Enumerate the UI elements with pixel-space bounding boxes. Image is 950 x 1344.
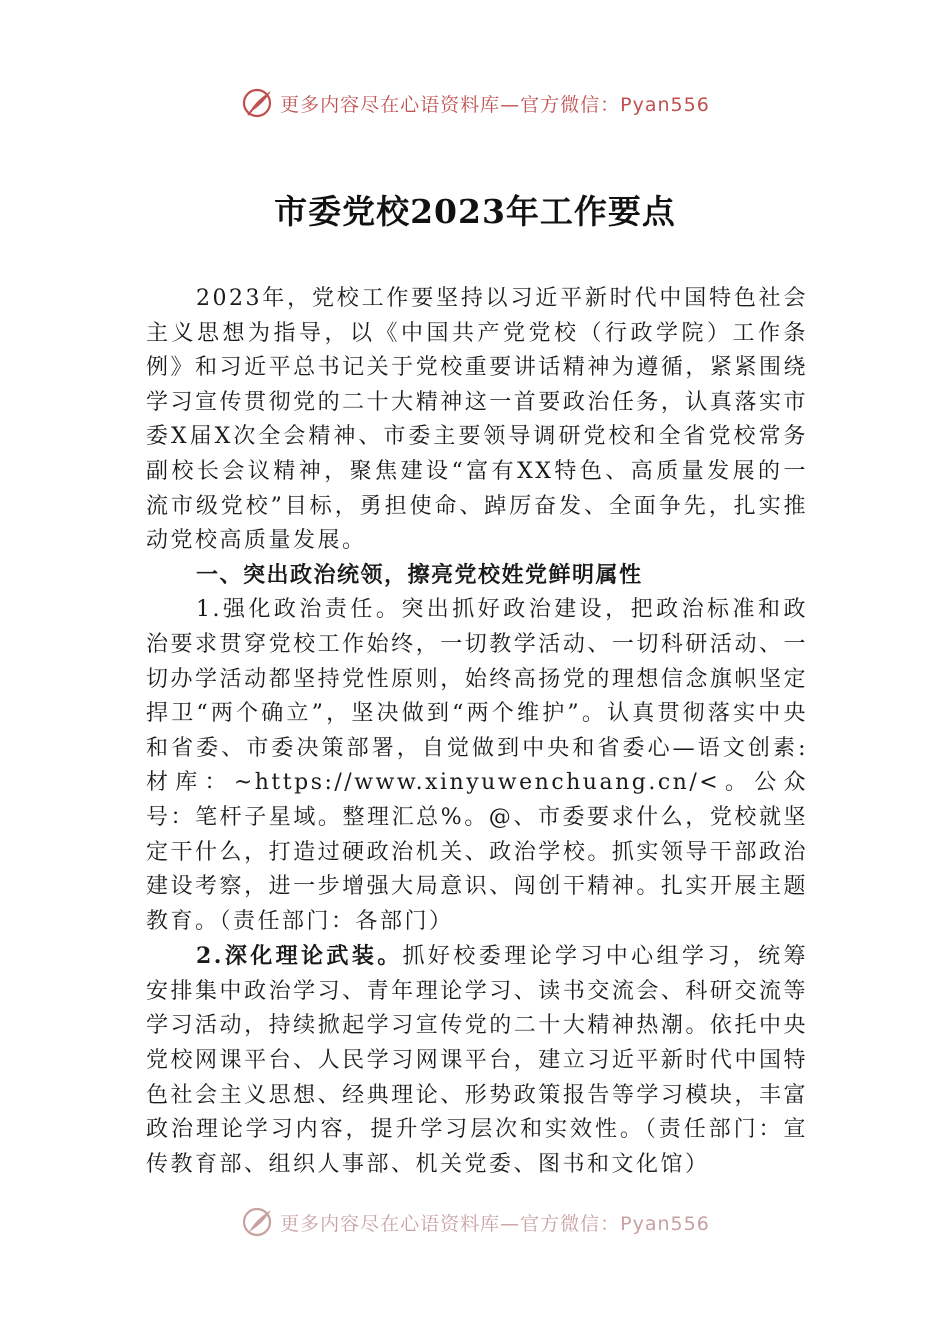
section-heading-1: 一、突出政治统领，擦亮党校姓党鲜明属性 (196, 562, 643, 588)
document-title: 市委党校2023年工作要点 (274, 192, 676, 231)
document-body (146, 282, 808, 1182)
intro-paragraph: 2023年，党校工作要坚持以习近平新时代中国特色社会主义思想为指导，以《中国共产党党校（行政学院）工作条例》和习近平总书记关于党校重要讲话精神为遵循，紧紧围绕学习宣传贯彻党的二十大精神这一首要政治任务，认真落实市委X届X次全会精神、市委主要领导调研党校和全省党校常务副校长会议精神，聚焦建设“富有XX特色、高质量发展的一流市级党校”目标，勇担使命、踔厉奋发、全面争先，扎实推动党校高质量发展。 (146, 286, 808, 554)
quill-logo-icon (240, 1207, 274, 1237)
item-2-body: 抓好校委理论学习中心组学习，统筹安排集中政治学习、青年理论学习、读书交流会、科研交流等学习活动，持续掀起学习宣传党的二十大精神热潮。依托中央党校网课平台、人民学习网课平台，建立习近平新时代中国特色社会主义思想、经典理论、形势政策报告等学习模块，丰富政治理论学习内容，提升学习层次和实效性。（责任部门：宣传教育部、组织人事部、机关党委、图书和文化馆） (146, 944, 808, 1177)
watermark-text: 更多内容尽在心语资料库—官方微信：Pyan556 (280, 1212, 710, 1235)
quill-logo-icon (240, 86, 274, 120)
item-2-paragraph (146, 939, 808, 1182)
watermark-footer (0, 1207, 950, 1237)
watermark-header (0, 84, 950, 122)
item-2-lead: 2.深化理论武装。 (196, 943, 403, 970)
watermark-text: 更多内容尽在心语资料库—官方微信：Pyan556 (280, 93, 710, 116)
item-1-paragraph: 1.强化政治责任。突出抓好政治建设，把政治标准和政治要求贯穿党校工作始终，一切教学活动、一切科研活动、一切办学活动都坚持党性原则，始终高扬党的理想信念旗帜坚定捍卫“两个确立”，坚决做到“两个维护”。认真贯彻落实中央和省委、市委决策部署，自觉做到中央和省委心—语文创素:材库：~https://www.xinyuwenchuang.cn/<。公众号：笔杆子星域。整理汇总%。@、市委要求什么，党校就坚定干什么，打造过硬政治机关、政治学校。抓实领导干部政治建设考察，进一步增强大局意识、闯创干精神。扎实开展主题教育。（责任部门：各部门） (146, 597, 808, 934)
